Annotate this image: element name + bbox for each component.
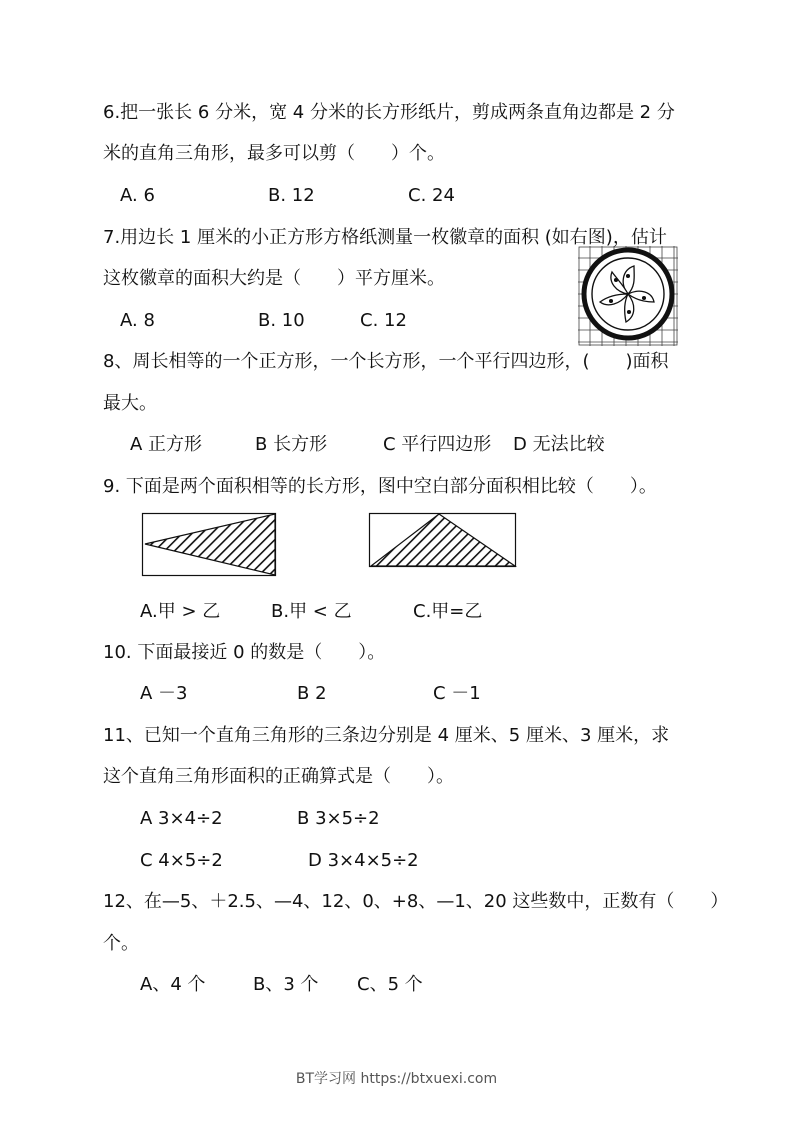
- q9-line1: 9. 下面是两个面积相等的长方形，图中空白部分面积相比较（ ）。: [103, 476, 657, 497]
- q10-line1: 10. 下面最接近 0 的数是（ ）。: [103, 642, 386, 663]
- q9-option-c: C.甲=乙: [413, 601, 483, 622]
- q10-option-b: B 2: [297, 683, 327, 704]
- q8-option-d: D 无法比较: [513, 434, 605, 455]
- q11-line1: 11、已知一个直角三角形的三条边分别是 4 厘米、5 厘米、3 厘米，求: [103, 725, 670, 746]
- q12-line2: 个。: [103, 933, 139, 954]
- q7-option-a: A. 8: [120, 310, 155, 331]
- q9-option-b: B.甲 < 乙: [271, 601, 352, 622]
- q6-line1: 6.把一张长 6 分米，宽 4 分米的长方形纸片，剪成两条直角边都是 2 分: [103, 102, 675, 123]
- q8-line1: 8、周长相等的一个正方形，一个长方形，一个平行四边形，( )面积: [103, 351, 669, 372]
- rectangle-jia-figure: [142, 513, 276, 576]
- q7-option-c: C. 12: [360, 310, 407, 331]
- q8-option-c: C 平行四边形: [383, 434, 492, 455]
- q6-option-a: A. 6: [120, 185, 155, 206]
- rectangle-yi-figure: [369, 513, 516, 567]
- q11-option-b: B 3×5÷2: [297, 808, 380, 829]
- q7-line2: 这枚徽章的面积大约是（ ）平方厘米。: [103, 268, 445, 289]
- q10-option-a: A －3: [140, 683, 188, 704]
- footer-watermark: BT学习网 https://btxuexi.com: [295, 1071, 498, 1087]
- q8-option-a: A 正方形: [130, 434, 203, 455]
- q6-option-c: C. 24: [408, 185, 455, 206]
- q7-line1: 7.用边长 1 厘米的小正方形方格纸测量一枚徽章的面积 (如右图)，估计: [103, 227, 667, 248]
- q11-option-c: C 4×5÷2: [140, 850, 223, 871]
- q6-line2: 米的直角三角形，最多可以剪（ ）个。: [103, 143, 445, 164]
- q7-option-b: B. 10: [258, 310, 305, 331]
- q8-line2: 最大。: [103, 393, 157, 414]
- badge-figure: [578, 246, 678, 346]
- q11-option-a: A 3×4÷2: [140, 808, 223, 829]
- q11-line2: 这个直角三角形面积的正确算式是（ ）。: [103, 766, 454, 787]
- q9-option-a: A.甲 > 乙: [140, 601, 221, 622]
- q12-line1: 12、在—5、＋2.5、—4、12、0、+8、—1、20 这些数中，正数有（ ）: [103, 891, 729, 912]
- q12-option-c: C、5 个: [357, 974, 423, 995]
- q12-option-b: B、3 个: [253, 974, 319, 995]
- q11-option-d: D 3×4×5÷2: [308, 850, 419, 871]
- q10-option-c: C －1: [433, 683, 481, 704]
- q8-option-b: B 长方形: [255, 434, 328, 455]
- q6-option-b: B. 12: [268, 185, 315, 206]
- q12-option-a: A、4 个: [140, 974, 206, 995]
